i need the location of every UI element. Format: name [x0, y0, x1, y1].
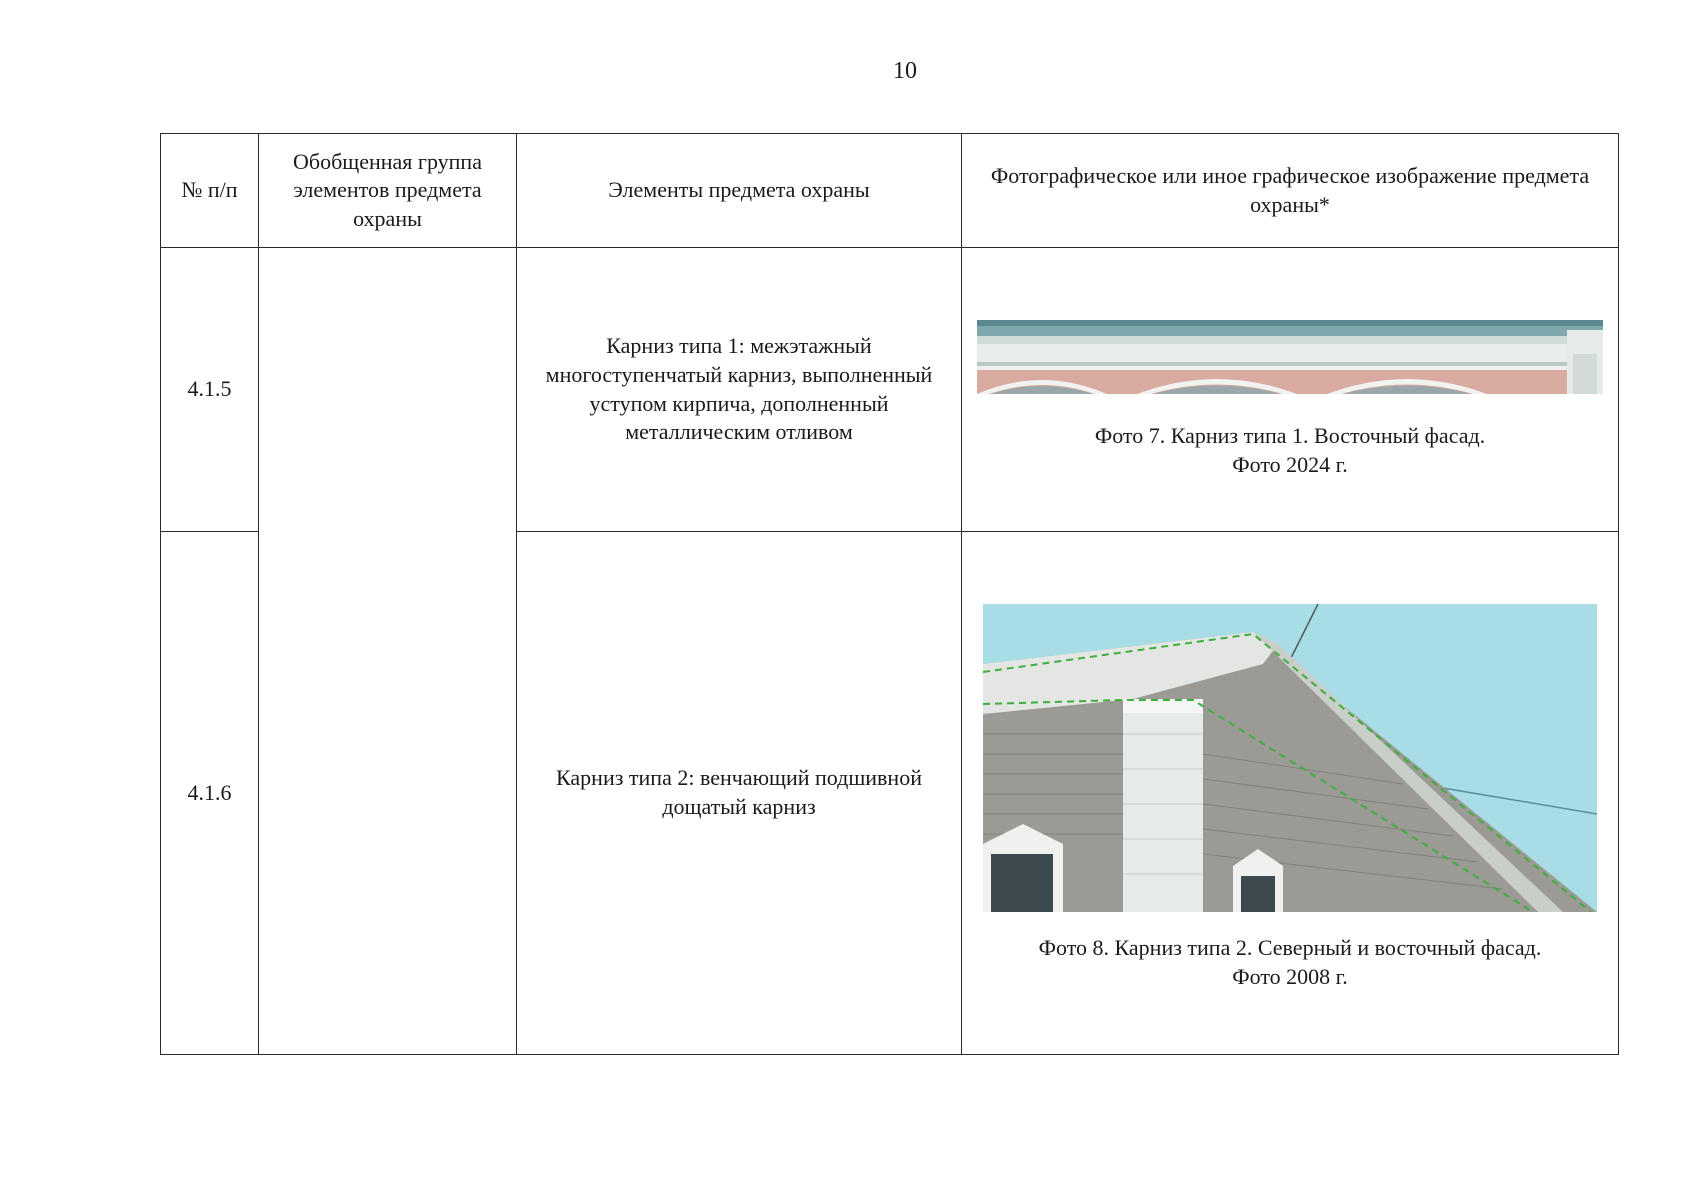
- row-photo-cell: [962, 532, 1619, 1055]
- cornice-type-1-photo: [977, 320, 1603, 394]
- header-number: № п/п: [161, 134, 259, 248]
- photo-caption-line2: Фото 2008 г.: [1232, 964, 1348, 989]
- photo-caption-line1: Фото 8. Карниз типа 2. Северный и восточный фасад.: [1038, 935, 1542, 961]
- table-header-row: [161, 134, 1619, 248]
- header-image: Фотографическое или иное графическое изображение предмета охраны*: [962, 134, 1619, 248]
- table-row: [161, 248, 1619, 532]
- protection-table: [160, 133, 1619, 1055]
- row-element: Карниз типа 2: венчающий подшивной дощатый карниз: [517, 532, 962, 1055]
- group-cell-empty: [259, 248, 517, 1055]
- photo-caption-line2: Фото 2024 г.: [1232, 451, 1348, 477]
- row-photo-cell: [962, 248, 1619, 532]
- header-group: Обобщенная группа элементов предмета охраны: [259, 134, 517, 248]
- photo-caption-line1: Фото 7. Карниз типа 1. Восточный фасад.: [1094, 422, 1486, 448]
- page-number: 10: [893, 58, 917, 84]
- row-element: Карниз типа 1: межэтажный многоступенчатый карниз, выполненный уступом кирпича, дополненный металлическим отливом: [517, 248, 962, 532]
- cornice-type-2-photo: [983, 604, 1597, 912]
- header-elements: Элементы предмета охраны: [517, 134, 962, 248]
- row-number: 4.1.6: [161, 532, 259, 1055]
- row-number: 4.1.5: [161, 248, 259, 532]
